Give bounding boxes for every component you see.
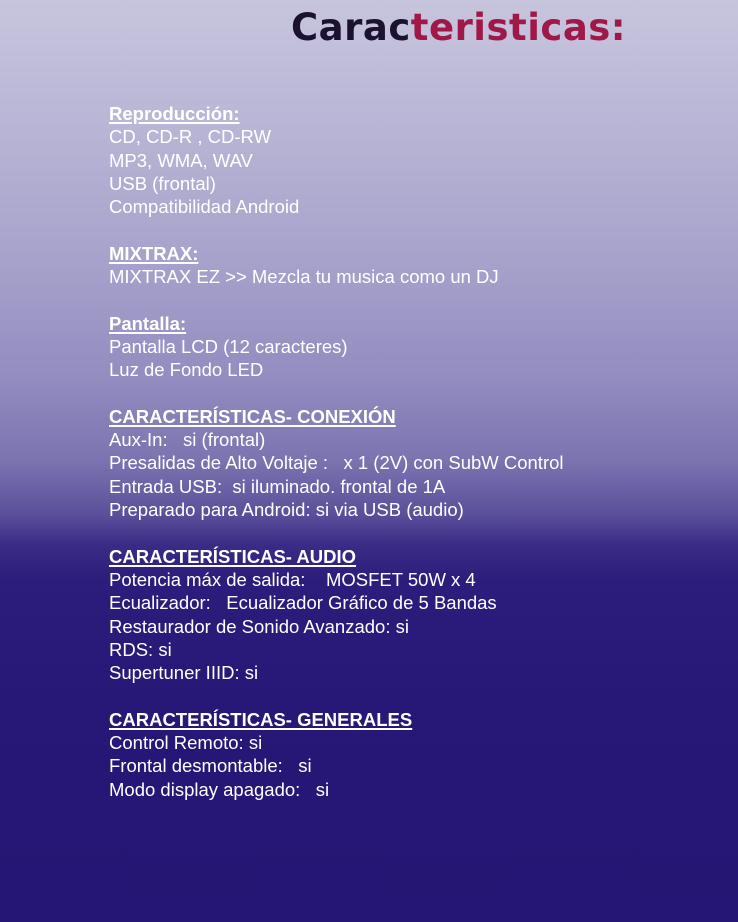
features-list [109, 102, 709, 824]
feature-line: Presalidas de Alto Voltaje : x 1 (2V) con SubW Control [109, 452, 564, 474]
feature-line: Potencia máx de salida: MOSFET 50W x 4 [109, 568, 476, 590]
section-heading: CARACTERÍSTICAS- GENERALES [109, 708, 413, 730]
feature-line: Modo display apagado: si [109, 778, 330, 800]
section-generales [109, 708, 709, 801]
feature-line: CD, CD-R , CD-RW [109, 126, 272, 148]
feature-line: Supertuner IIID: si [109, 662, 259, 684]
section-heading: CARACTERÍSTICAS- AUDIO [109, 545, 357, 567]
title-part-red: teristicas: [410, 6, 627, 49]
section-audio [109, 545, 709, 685]
section-heading: Pantalla: [109, 312, 187, 334]
title-part-dark: Carac [291, 6, 411, 49]
feature-line: RDS: si [109, 638, 172, 660]
feature-line: Frontal desmontable: si [109, 755, 312, 777]
section-pantalla [109, 312, 709, 382]
feature-line: Entrada USB: si iluminado. frontal de 1A [109, 475, 446, 497]
feature-line: Compatibilidad Android [109, 196, 300, 218]
feature-line: USB (frontal) [109, 172, 216, 194]
feature-line: MP3, WMA, WAV [109, 149, 253, 171]
feature-line: Control Remoto: si [109, 732, 263, 754]
page-title [291, 2, 626, 54]
feature-line: Ecualizador: Ecualizador Gráfico de 5 Bandas [109, 592, 497, 614]
feature-line: Restaurador de Sonido Avanzado: si [109, 615, 409, 637]
feature-line: Aux-In: si (frontal) [109, 429, 266, 451]
feature-line: Preparado para Android: si via USB (audio) [109, 499, 464, 521]
section-heading: MIXTRAX: [109, 242, 199, 264]
feature-line: MIXTRAX EZ >> Mezcla tu musica como un DJ [109, 266, 499, 288]
section-heading: Reproducción: [109, 103, 240, 124]
feature-line: Luz de Fondo LED [109, 359, 264, 381]
section-mixtrax [109, 242, 709, 289]
section-reproduccion [109, 102, 709, 218]
section-conexion [109, 405, 709, 521]
section-heading: CARACTERÍSTICAS- CONEXIÓN [109, 405, 396, 427]
feature-line: Pantalla LCD (12 caracteres) [109, 335, 348, 357]
